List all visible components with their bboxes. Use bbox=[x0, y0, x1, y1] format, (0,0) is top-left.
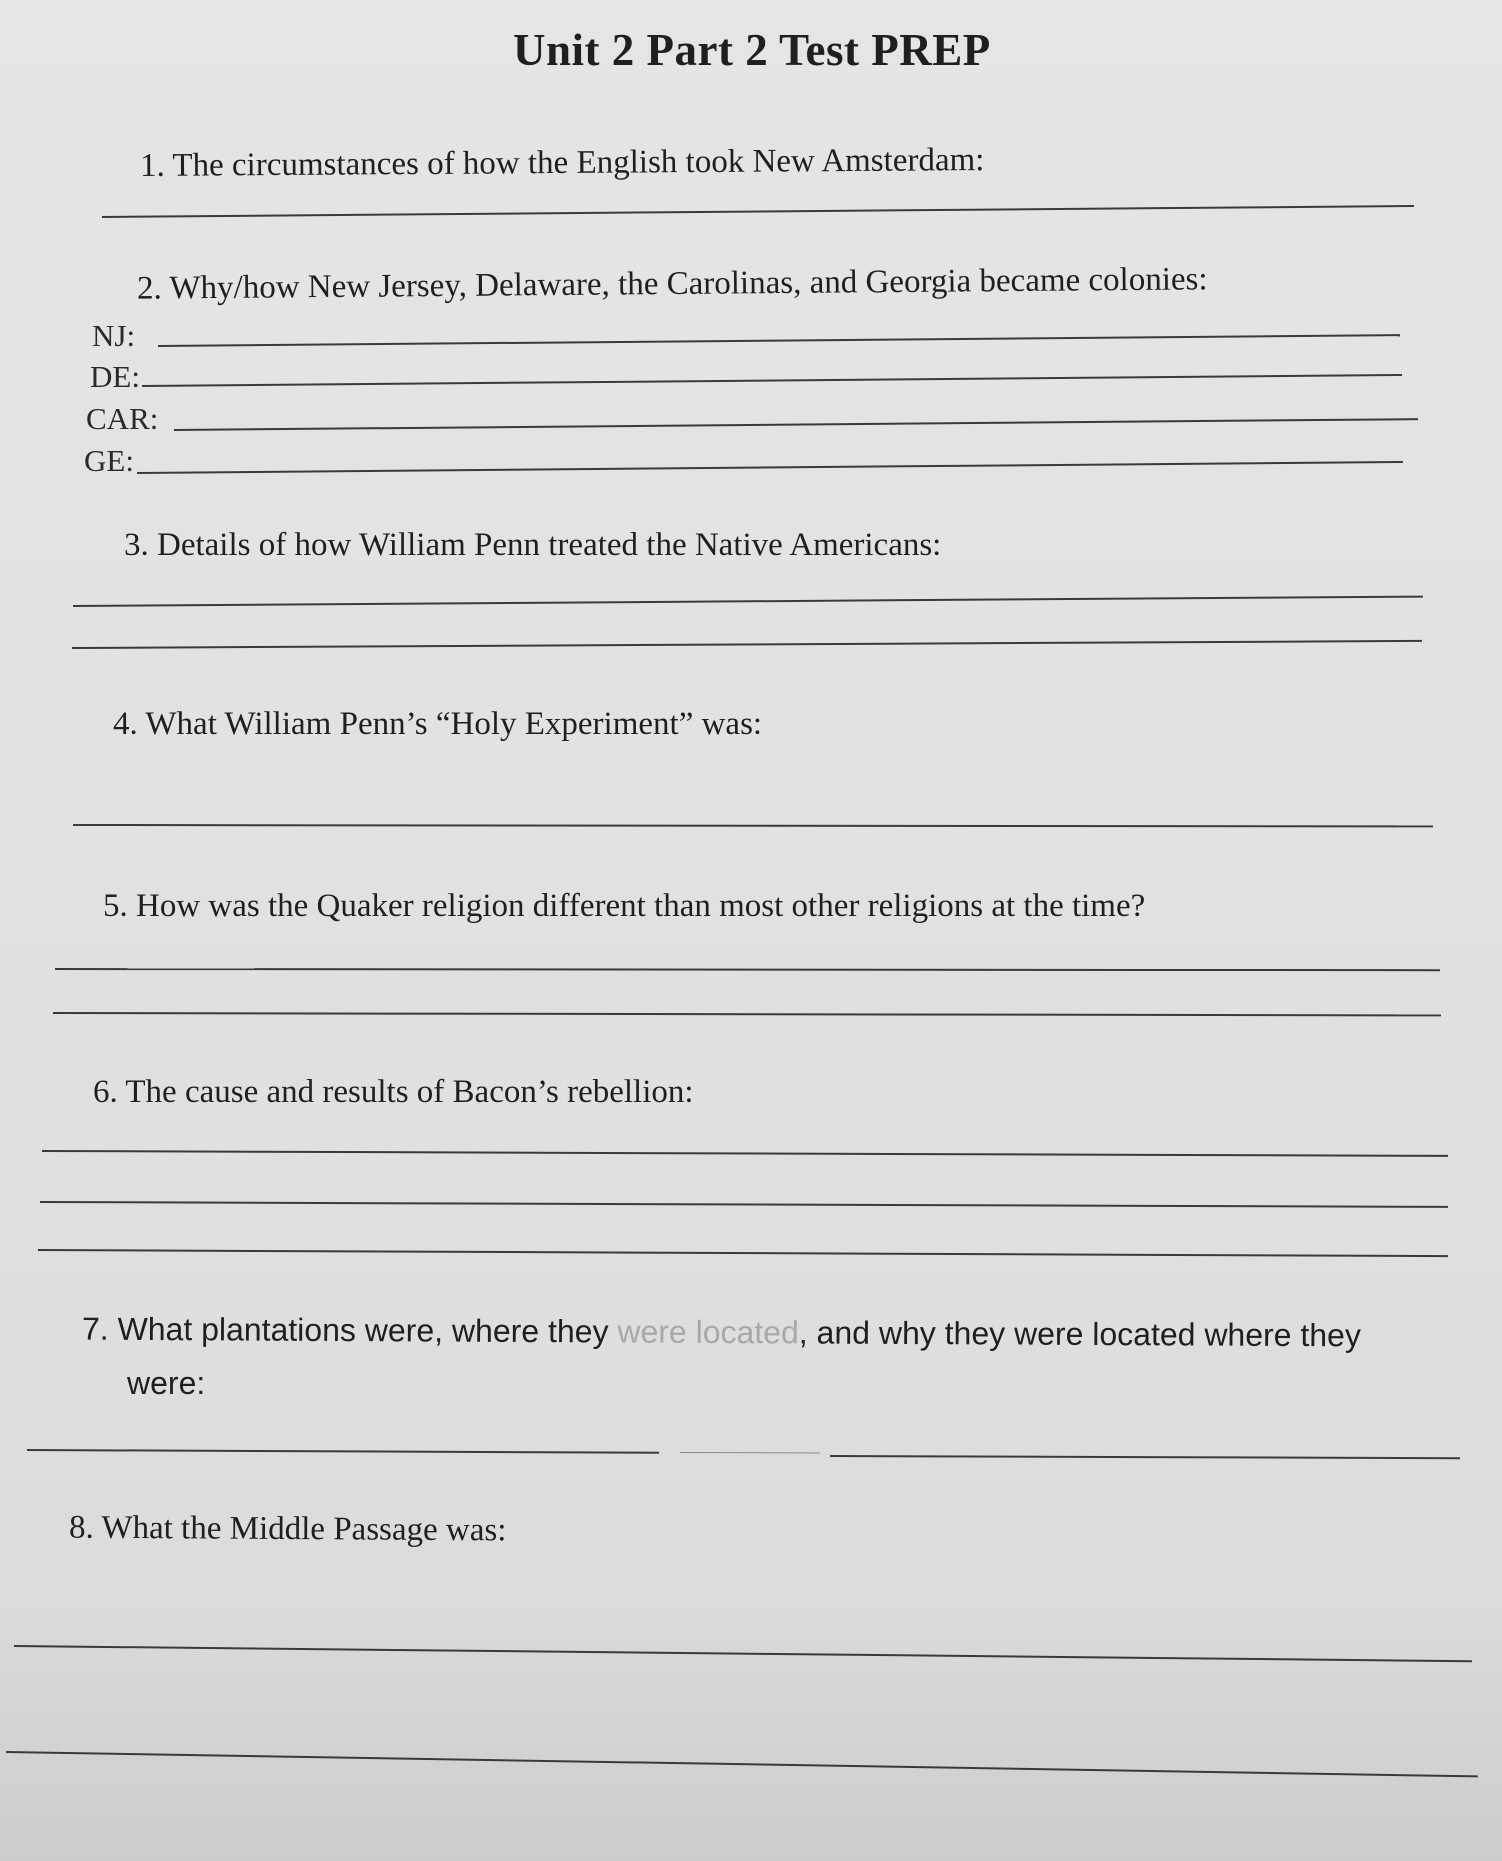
answer-line-4 bbox=[73, 824, 1433, 827]
question-1: 1. The circumstances of how the English took New Amsterdam: bbox=[139, 142, 985, 184]
question-7-faded: were located bbox=[617, 1313, 799, 1351]
question-3: 3. Details of how William Penn treated the Native Americans: bbox=[124, 527, 942, 563]
answer-line-3b bbox=[72, 640, 1422, 649]
answer-line-8a bbox=[14, 1645, 1472, 1662]
answer-line-7b bbox=[830, 1455, 1460, 1459]
answer-line-6c bbox=[38, 1249, 1448, 1257]
answer-line-5b bbox=[53, 1012, 1441, 1016]
question-7-line-2: were: bbox=[127, 1365, 206, 1401]
question-7 bbox=[81, 1310, 1362, 1354]
question-6: 6. The cause and results of Bacon’s rebellion: bbox=[93, 1074, 694, 1110]
question-5: 5. How was the Quaker religion different than most other religions at the time? bbox=[103, 888, 1146, 924]
question-7-part-2: , and why they were located where they bbox=[798, 1314, 1362, 1354]
answer-line-8b bbox=[6, 1751, 1478, 1777]
answer-line-nj bbox=[158, 334, 1400, 347]
question-4: 4. What William Penn’s “Holy Experiment” was: bbox=[113, 706, 763, 742]
label-de: DE: bbox=[90, 359, 140, 394]
worksheet-title: Unit 2 Part 2 Test PREP bbox=[513, 25, 991, 75]
answer-line-6b bbox=[40, 1201, 1448, 1208]
answer-line-6a bbox=[42, 1150, 1448, 1157]
answer-line-5a bbox=[55, 968, 1440, 971]
photo-shadow bbox=[0, 1601, 1502, 1861]
answer-line-1 bbox=[102, 205, 1414, 218]
label-car: CAR: bbox=[86, 401, 159, 436]
question-7-part-1: 7. What plantations were, where they bbox=[81, 1310, 618, 1350]
answer-line-7-faint bbox=[680, 1452, 820, 1453]
question-2: 2. Why/how New Jersey, Delaware, the Carolinas, and Georgia became colonies: bbox=[136, 261, 1208, 307]
question-8: 8. What the Middle Passage was: bbox=[68, 1509, 507, 1549]
answer-line-3a bbox=[73, 596, 1423, 607]
label-nj: NJ: bbox=[92, 318, 136, 353]
answer-line-de bbox=[142, 374, 1402, 387]
answer-line-7a bbox=[27, 1449, 659, 1454]
answer-line-ge bbox=[137, 461, 1403, 474]
answer-line-car bbox=[174, 418, 1418, 431]
label-ge: GE: bbox=[84, 443, 134, 478]
